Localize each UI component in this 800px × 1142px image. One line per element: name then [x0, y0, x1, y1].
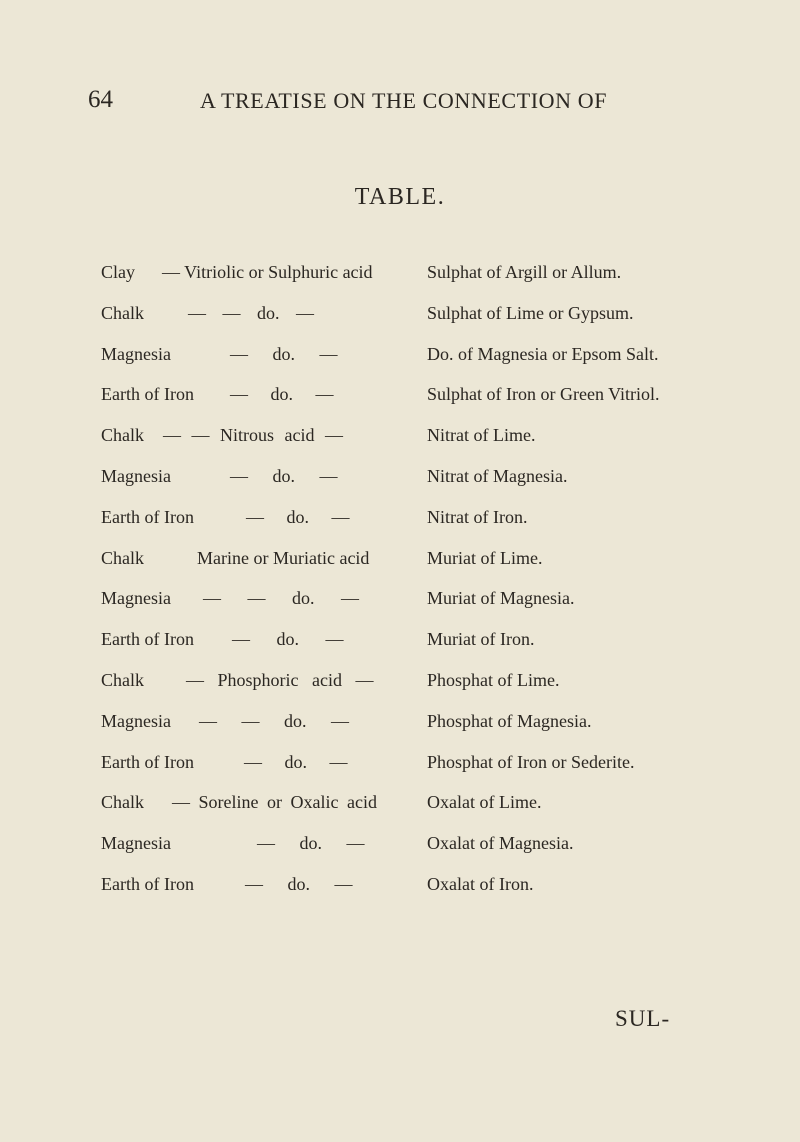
salts-table — [0, 252, 800, 905]
salt-cell: Phosphat of Iron or Sederite. — [427, 751, 635, 772]
table-row — [0, 538, 800, 579]
table-row — [0, 415, 800, 456]
salt-cell: Nitrat of Iron. — [427, 506, 528, 527]
running-head: A TREATISE ON THE CONNECTION OF — [200, 88, 608, 113]
table-title: TABLE. — [354, 184, 446, 210]
base-cell: Magnesia — [101, 710, 171, 731]
salt-cell: Phosphat of Lime. — [427, 669, 560, 690]
acid-cell: — do. — — [230, 465, 338, 486]
base-cell: Magnesia — [101, 588, 171, 609]
base-cell: Clay — [101, 262, 135, 282]
salt-cell: Nitrat of Lime. — [427, 425, 536, 446]
acid-cell: — do. — — [232, 629, 344, 650]
salt-cell: Oxalat of Iron. — [427, 873, 534, 894]
base-cell: Earth of Iron — [101, 384, 194, 405]
acid-cell: — Vitriolic or Sulphuric acid — [162, 262, 373, 282]
page-header — [0, 80, 800, 120]
table-row — [0, 456, 800, 497]
table-row — [0, 619, 800, 660]
table-row — [0, 578, 800, 619]
salt-cell: Oxalat of Magnesia. — [427, 833, 574, 854]
table-row — [0, 293, 800, 334]
base-cell: Chalk — [101, 302, 144, 323]
base-cell: Earth of Iron — [101, 506, 194, 527]
base-cell: Magnesia — [101, 343, 171, 364]
salt-cell: Oxalat of Lime. — [427, 792, 542, 813]
catchword: SUL- — [615, 1006, 671, 1031]
acid-cell: — do. — — [230, 343, 338, 364]
table-row — [0, 823, 800, 864]
acid-cell: Marine or Muriatic acid — [197, 547, 370, 568]
base-cell: Chalk — [101, 669, 144, 690]
salt-cell: Muriat of Iron. — [427, 629, 535, 650]
table-row — [0, 742, 800, 783]
acid-cell: — — Nitrous acid — — [163, 425, 343, 446]
base-cell: Magnesia — [101, 833, 171, 854]
base-cell: Magnesia — [101, 465, 171, 486]
table-row — [0, 701, 800, 742]
salt-cell: Sulphat of Iron or Green Vitriol. — [427, 384, 660, 405]
salt-cell: Muriat of Lime. — [427, 547, 543, 568]
table-row — [0, 497, 800, 538]
acid-cell: — — do. — — [203, 588, 359, 609]
salt-cell: Nitrat of Magnesia. — [427, 465, 568, 486]
table-row — [0, 252, 800, 293]
table-row — [0, 334, 800, 375]
acid-cell: — do. — — [257, 833, 365, 854]
salt-cell: Muriat of Magnesia. — [427, 588, 575, 609]
table-row — [0, 374, 800, 415]
base-cell: Earth of Iron — [101, 873, 194, 894]
salt-cell: Phosphat of Magnesia. — [427, 710, 592, 731]
base-cell: Chalk — [101, 425, 144, 446]
base-cell: Earth of Iron — [101, 629, 194, 650]
table-row — [0, 660, 800, 701]
acid-cell: — Soreline or Oxalic acid — [172, 792, 377, 813]
acid-cell: — — do. — — [188, 302, 314, 323]
acid-cell: — do. — — [244, 751, 348, 772]
salt-cell: Sulphat of Lime or Gypsum. — [427, 302, 634, 323]
acid-cell: — Phosphoric acid — — [186, 669, 374, 690]
base-cell: Earth of Iron — [101, 751, 194, 772]
page-number: 64 — [88, 86, 113, 113]
acid-cell: — — do. — — [199, 710, 349, 731]
base-cell: Chalk — [101, 792, 144, 813]
table-row — [0, 864, 800, 905]
salt-cell: Sulphat of Argill or Allum. — [427, 262, 622, 282]
acid-cell: — do. — — [245, 873, 353, 894]
salt-cell: Do. of Magnesia or Epsom Salt. — [427, 343, 659, 364]
acid-cell: — do. — — [246, 506, 350, 527]
acid-cell: — do. — — [230, 384, 334, 405]
base-cell: Chalk — [101, 547, 144, 568]
table-row — [0, 782, 800, 823]
